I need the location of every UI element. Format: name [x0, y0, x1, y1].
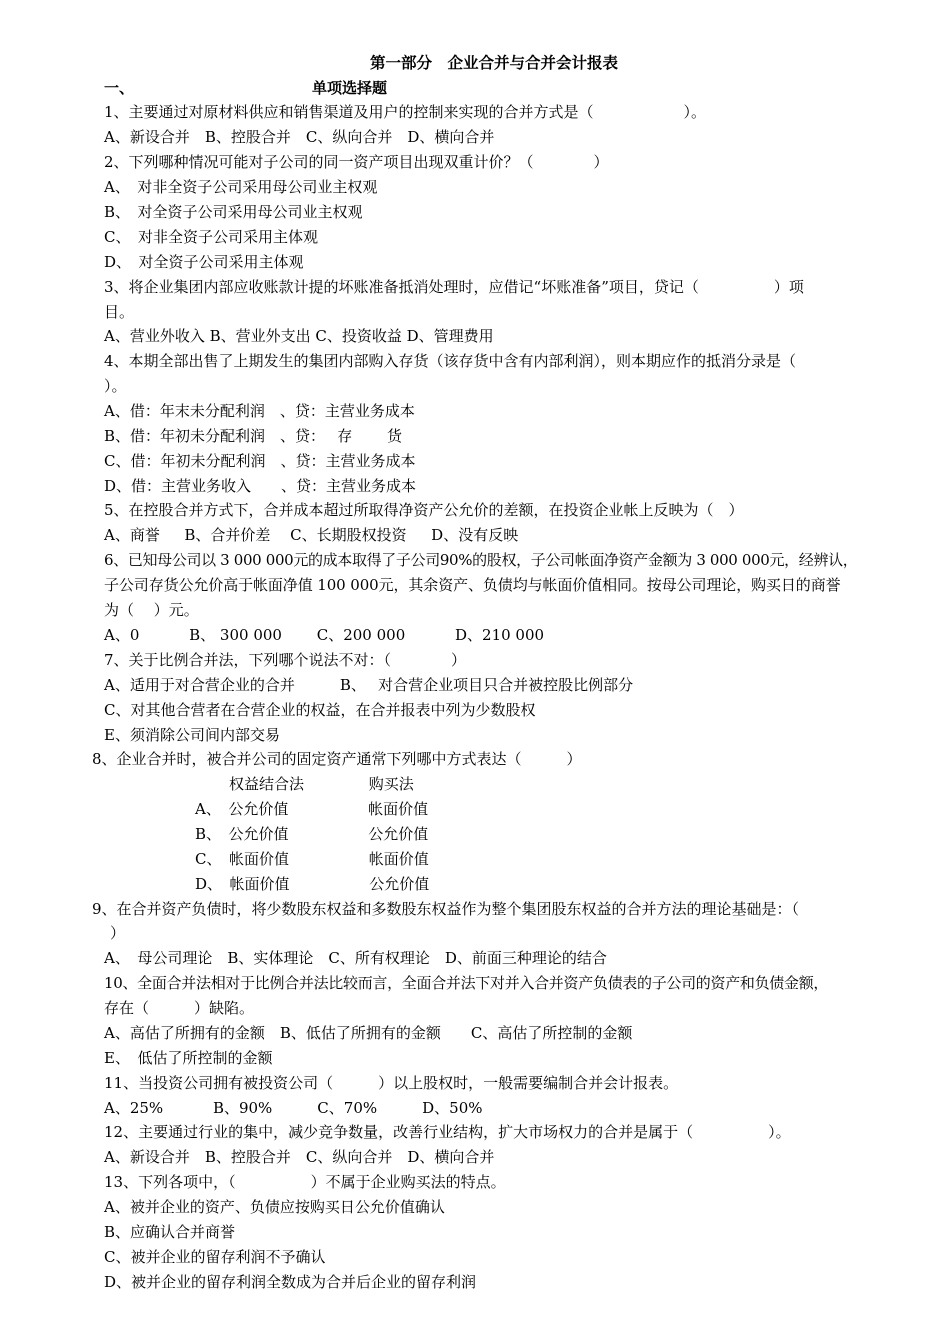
question-line: 目。: [104, 303, 135, 321]
option-line: D、被并企业的留存利润全数成为合并后企业的留存利润: [104, 1273, 477, 1291]
table-row: B、 公允价值 公允价值: [195, 825, 429, 843]
option-line: C、 对非全资子公司采用主体观: [104, 228, 318, 246]
table-header: 权益结合法 购买法: [229, 775, 414, 793]
question-line: 7、关于比例合并法，下列哪个说法不对：（ ）: [104, 651, 467, 669]
table-row: C、 帐面价值 帐面价值: [195, 850, 429, 868]
table-row: D、 帐面价值 公允价值: [195, 875, 430, 893]
option-line: D、借：主营业务收入 、贷：主营业务成本: [104, 477, 417, 495]
option-line: C、被并企业的留存利润不予确认: [104, 1248, 326, 1266]
question-line: 存在（ ）缺陷。: [104, 999, 255, 1017]
document-title: 第一部分 企业合并与合并会计报表: [370, 53, 619, 72]
question-line: 8、企业合并时，被合并公司的固定资产通常下列哪中方式表达（ ）: [92, 750, 582, 768]
option-line: A、0 B、 300 000 C、200 000 D、210 000: [104, 626, 545, 644]
option-line: A、新设合并 B、控股合并 C、纵向合并 D、横向合并: [104, 1148, 495, 1166]
question-line: ）: [110, 924, 126, 942]
question-line: 子公司存货公允价高于帐面净值 100 000元，其余资产、负债均与帐面价值相同。按母公司理论，购买日的商誉: [104, 576, 841, 594]
option-line: C、对其他合营者在合营企业的权益，在合并报表中列为少数股权: [104, 701, 536, 719]
question-line: 11、当投资公司拥有被投资公司（ ）以上股权时，一般需要编制合并会计报表。: [104, 1074, 679, 1092]
option-line: A、营业外收入 B、营业外支出 C、投资收益 D、管理费用: [104, 327, 494, 345]
option-line: E、须消除公司间内部交易: [104, 726, 280, 744]
table-row: A、 公允价值 帐面价值: [195, 800, 429, 818]
question-line: 12、主要通过行业的集中，减少竞争数量，改善行业结构，扩大市场权力的合并是属于（ ）。: [104, 1123, 791, 1141]
option-line: A、 母公司理论 B、实体理论 C、所有权理论 D、前面三种理论的结合: [104, 949, 607, 967]
option-line: B、 对全资子公司采用母公司业主权观: [104, 203, 363, 221]
section-number: 一、: [104, 79, 135, 97]
option-line: E、 低估了所控制的金额: [104, 1049, 273, 1067]
question-line: 5、在控股合并方式下，合并成本超过所取得净资产公允价的差额，在投资企业帐上反映为（ ）: [104, 501, 744, 519]
option-line: A、新设合并 B、控股合并 C、纵向合并 D、横向合并: [104, 128, 495, 146]
option-line: A、适用于对合营企业的合并 B、 对合营企业项目只合并被控股比例部分: [104, 676, 634, 694]
question-line: 3、将企业集团内部应收账款计提的坏账准备抵消处理时，应借记“坏账准备”项目，贷记（ ）项: [104, 278, 804, 296]
option-line: A、借：年末未分配利润 、贷：主营业务成本: [104, 402, 415, 420]
option-line: A、被并企业的资产、负债应按购买日公允价值确认: [104, 1198, 445, 1216]
question-line: 6、已知母公司以 3 000 000元的成本取得了子公司90%的股权，子公司帐面净资产金额为 3 000 000元，经辨认，: [104, 551, 858, 569]
question-line: 2、下列哪种情况可能对子公司的同一资产项目出现双重计价？（ ）: [104, 153, 609, 171]
question-line: 9、在合并资产负债时，将少数股东权益和多数股东权益作为整个集团股东权益的合并方法的理论基础是：（: [92, 900, 800, 918]
option-line: A、 对非全资子公司采用母公司业主权观: [104, 178, 378, 196]
question-line: 为（ ）元。: [104, 601, 199, 619]
section-title: 单项选择题: [312, 79, 388, 97]
option-line: B、应确认合并商誉: [104, 1223, 236, 1241]
question-line: 4、本期全部出售了上期发生的集团内部购入存货（该存货中含有内部利润），则本期应作的抵消分录是（: [104, 352, 797, 370]
option-line: B、借：年初未分配利润 、贷： 存 货: [104, 427, 403, 445]
option-line: C、借：年初未分配利润 、贷：主营业务成本: [104, 452, 416, 470]
option-line: A、高估了所拥有的金额 B、低估了所拥有的金额 C、高估了所控制的金额: [104, 1024, 633, 1042]
question-line: 1、主要通过对原材料供应和销售渠道及用户的控制来实现的合并方式是（ ）。: [104, 103, 707, 121]
option-line: D、 对全资子公司采用主体观: [104, 253, 304, 271]
question-line: ）。: [104, 377, 127, 395]
question-line: 13、下列各项中，（ ）不属于企业购买法的特点。: [104, 1173, 506, 1191]
question-line: 10、全面合并法相对于比例合并法比较而言，全面合并法下对并入合并资产负债表的子公司的资产和负债金额，: [104, 974, 829, 992]
option-line: A、25% B、90% C、70% D、50%: [104, 1099, 483, 1117]
option-line: A、商誉 B、合并价差 C、长期股权投资 D、没有反映: [104, 526, 519, 544]
